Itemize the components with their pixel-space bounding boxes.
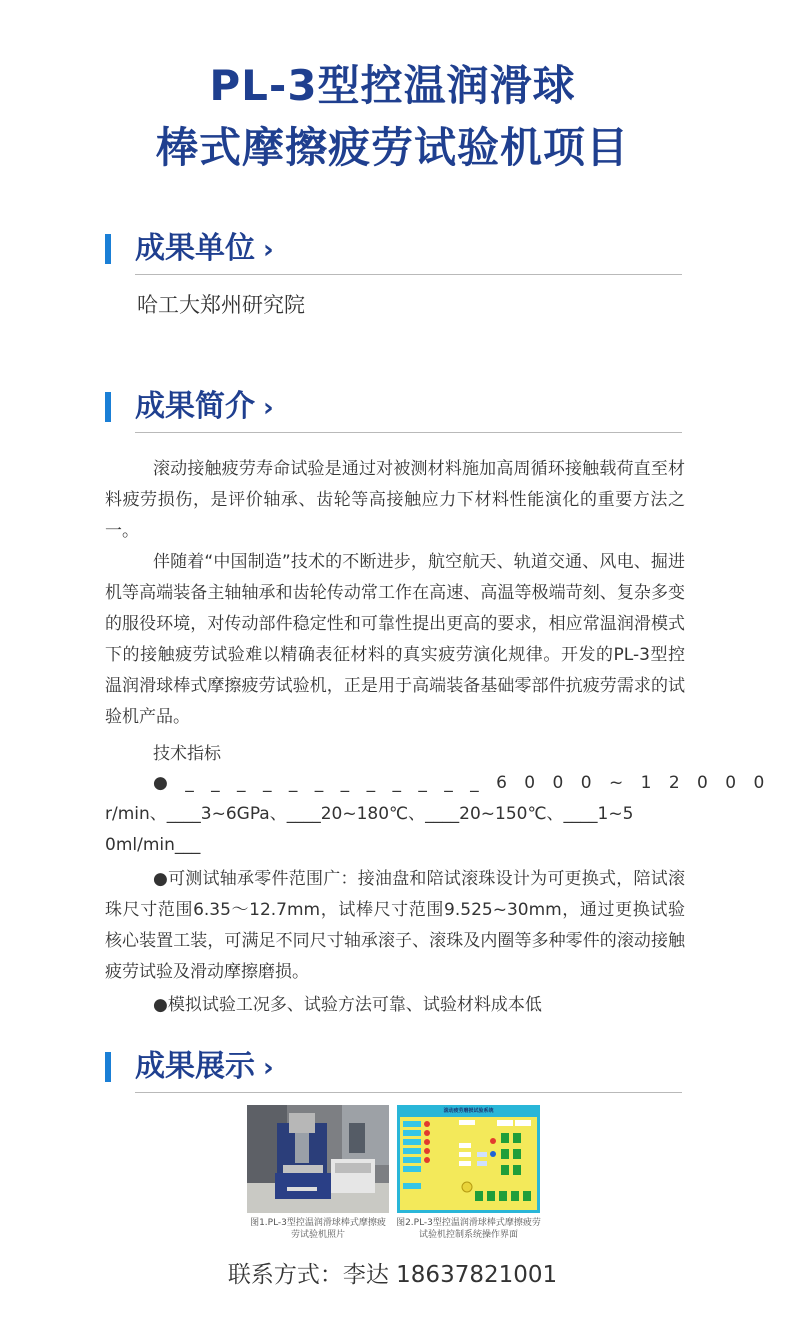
intro-paragraph-1: 滚动接触疲劳寿命试验是通过对被测材料施加高周循环接触载荷直至材料疲劳损伤，是评价轴承、齿轮等高接触应力下材料性能演化的重要方法之一。 <box>105 459 685 541</box>
section-accent-bar <box>105 234 111 264</box>
spec-line-2: r/min、____3~6GPa、____20~180℃、____20~150℃、____1~5 <box>105 804 634 824</box>
panel-title: 滚动疲劳磨损试验系统 <box>443 1108 494 1114</box>
page-title-line1: PL-3型控温润滑球 <box>209 61 576 110</box>
spec-line-3: 0ml/min___ <box>105 835 201 855</box>
machine-photo-illustration <box>247 1105 389 1213</box>
chevron-right-icon: › <box>263 235 274 265</box>
section-header-unit <box>105 226 682 278</box>
spec-line-1: ● _ _ _ _ _ _ _ _ _ _ _ _ 6 0 0 0 ~ 1 2 0 0 0 <box>153 773 771 793</box>
section-title: 成果单位 › <box>135 231 274 266</box>
section-header-intro <box>105 384 682 436</box>
contact-info: 联系方式：李达 18637821001 <box>227 1262 558 1288</box>
divider <box>135 432 682 433</box>
divider <box>135 274 682 275</box>
chevron-right-icon: › <box>263 393 274 423</box>
unit-name: 哈工大郑州研究院 <box>137 293 305 317</box>
spec-bullet-3: ●模拟试验工况多、试验方法可靠、试验材料成本低 <box>153 995 542 1015</box>
control-panel-screenshot <box>397 1105 540 1213</box>
section-title: 成果简介 › <box>135 389 274 424</box>
chevron-right-icon: › <box>263 1053 274 1083</box>
section-accent-bar <box>105 392 111 422</box>
figure-1-caption: 图1.PL-3型控温润滑球棒式摩擦疲劳试验机照片 <box>250 1218 386 1240</box>
figure-2-caption: 图2.PL-3型控温润滑球棒式摩擦疲劳试验机控制系统操作界面 <box>396 1218 541 1240</box>
spec-bullet-1 <box>105 768 771 861</box>
section-accent-bar <box>105 1052 111 1082</box>
section-title: 成果展示 › <box>135 1049 274 1084</box>
divider <box>135 1092 682 1093</box>
control-panel-illustration <box>397 1105 540 1213</box>
intro-paragraph-2: 伴随着“中国制造”技术的不断进步，航空航天、轨道交通、风电、掘进机等高端装备主轴轴承和齿轮传动常工作在高速、高温等极端苛刻、复杂多变的服役环境，对传动部件稳定性和可靠性提出更高的要求，相应常温润滑模式下的接触疲劳试验难以精确表征材料的真实疲劳演化规律。开发的PL-3型控温润滑球棒式摩擦疲劳试验机，正是用于高端装备基础零部件抗疲劳需求的试验机产品。 <box>105 552 685 727</box>
spec-heading: 技术指标 <box>153 744 221 764</box>
machine-photo <box>247 1105 389 1213</box>
section-header-showcase <box>105 1044 682 1096</box>
page-title-line2: 棒式摩擦疲劳试验机项目 <box>155 123 629 172</box>
spec-bullet-2: ●可测试轴承零件范围广：接油盘和陪试滚珠设计为可更换式，陪试滚珠尺寸范围6.35～12.7mm，试棒尺寸范围9.525~30mm，通过更换试验核心装置工装，可满足不同尺寸轴承滚子、滚珠及内圈等多种零件的滚动接触疲劳试验及滑动摩擦磨损。 <box>105 869 685 982</box>
